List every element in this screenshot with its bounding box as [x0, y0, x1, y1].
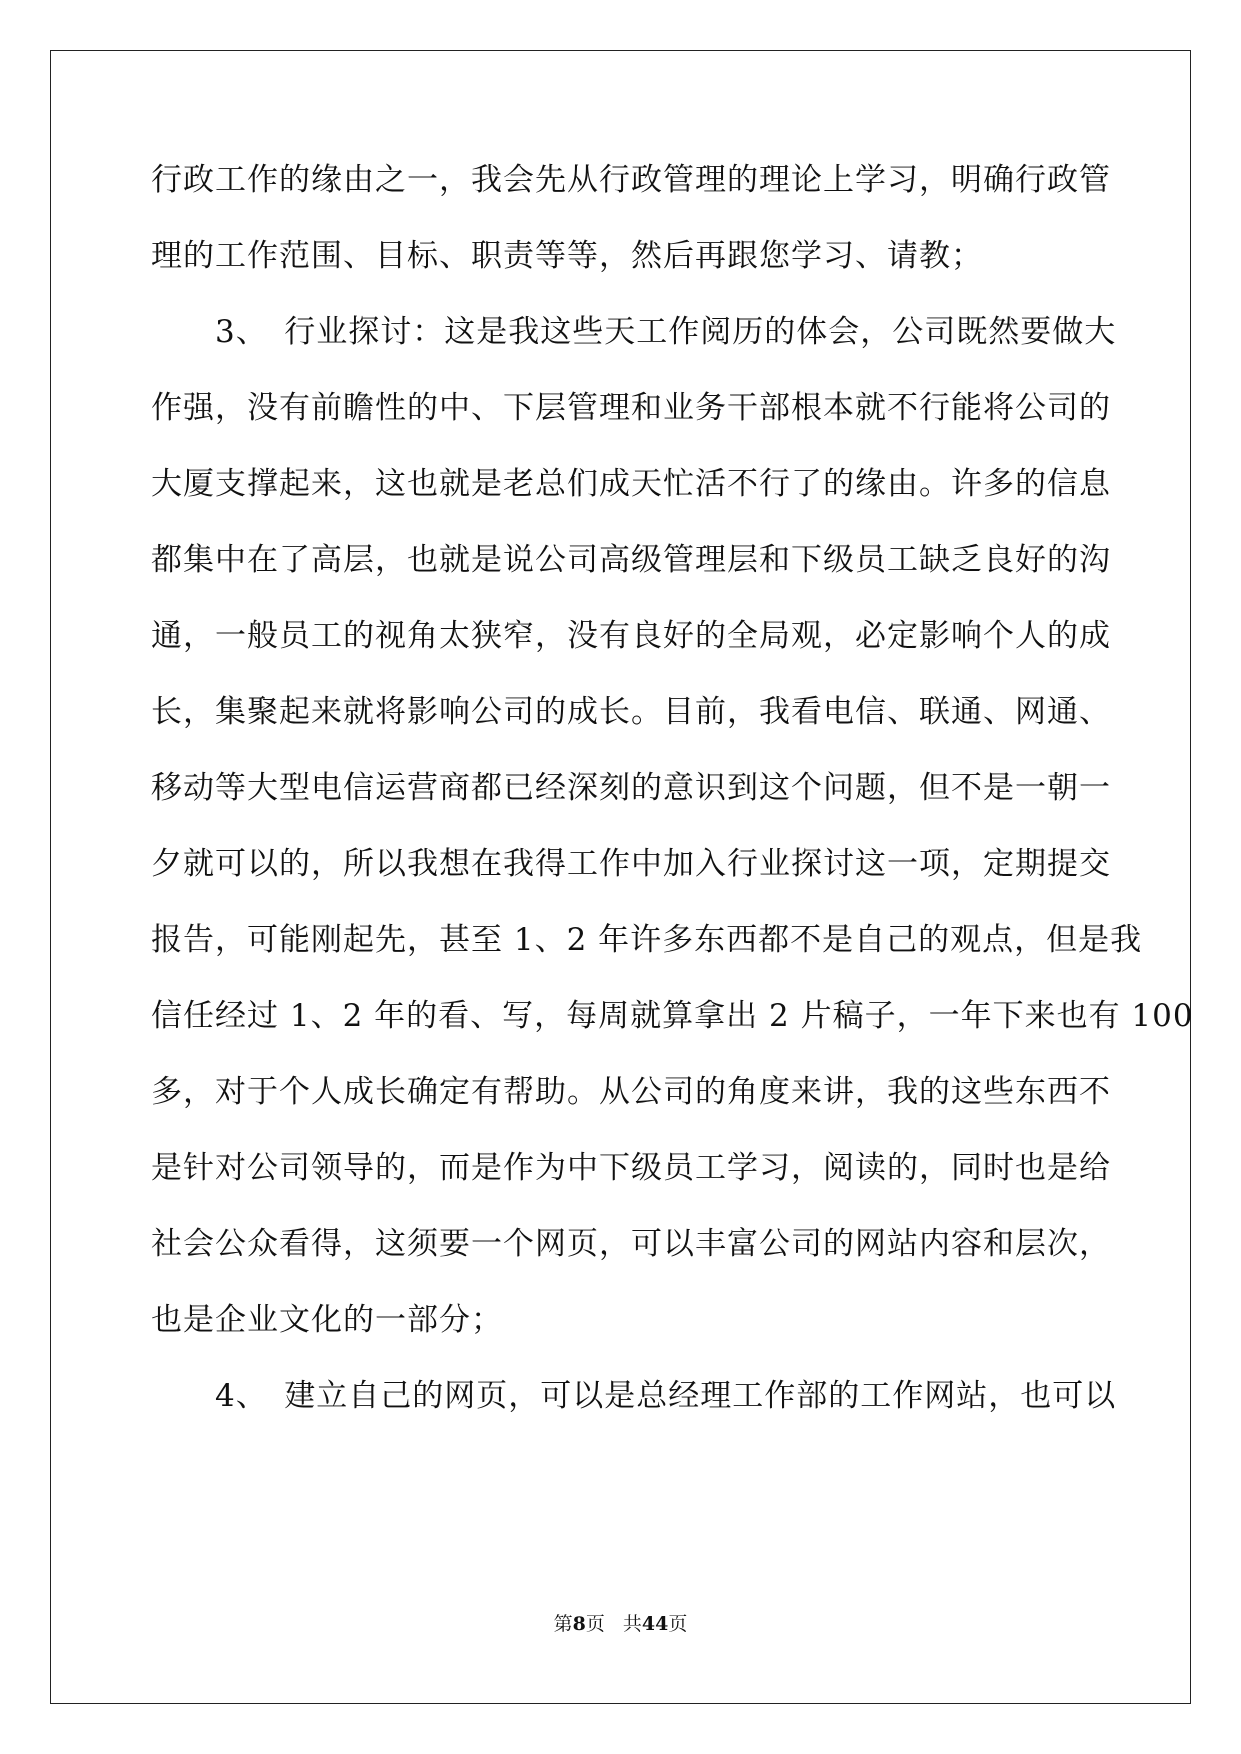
body-line-13: 多，对于个人成长确定有帮助。从公司的角度来讲，我的这些东西不: [151, 1074, 1111, 1110]
page-suffix: 页: [585, 1613, 605, 1635]
total-prefix: 共: [622, 1613, 642, 1635]
body-line-6: 都集中在了高层，也就是说公司高级管理层和下级员工缺乏良好的沟: [151, 542, 1111, 578]
page-number: 8: [572, 1613, 586, 1635]
page-prefix: 第: [553, 1613, 573, 1635]
body-line-3: 3、 行业探讨：这是我这些天工作阅历的体会，公司既然要做大: [151, 314, 1117, 350]
body-line-9: 移动等大型电信运营商都已经深刻的意识到这个问题，但不是一朝一: [151, 770, 1111, 806]
total-pages: 44: [641, 1613, 669, 1635]
body-line-10: 夕就可以的，所以我想在我得工作中加入行业探讨这一项，定期提交: [151, 846, 1111, 882]
body-line-2: 理的工作范围、目标、职责等等，然后再跟您学习、请教；: [151, 238, 983, 274]
page-footer: [0, 1612, 1241, 1636]
body-line-4: 作强，没有前瞻性的中、下层管理和业务干部根本就不行能将公司的: [151, 390, 1111, 426]
body-line-1: 行政工作的缘由之一，我会先从行政管理的理论上学习，明确行政管: [151, 162, 1111, 198]
body-line-16: 也是企业文化的一部分；: [151, 1302, 503, 1338]
body-line-12: 信任经过 1、2 年的看、写，每周就算拿出 2 片稿子，一年下来也有 100: [151, 998, 1194, 1034]
body-line-7: 通，一般员工的视角太狭窄，没有良好的全局观，必定影响个人的成: [151, 618, 1111, 654]
body-line-8: 长，集聚起来就将影响公司的成长。目前，我看电信、联通、网通、: [151, 694, 1111, 730]
body-line-5: 大厦支撑起来，这也就是老总们成天忙活不行了的缘由。许多的信息: [151, 466, 1111, 502]
body-line-15: 社会公众看得，这须要一个网页，可以丰富公司的网站内容和层次，: [151, 1226, 1111, 1262]
total-suffix: 页: [668, 1613, 688, 1635]
body-line-11: 报告，可能刚起先，甚至 1、2 年许多东西都不是自己的观点，但是我: [151, 922, 1143, 958]
body-line-14: 是针对公司领导的，而是作为中下级员工学习，阅读的，同时也是给: [151, 1150, 1111, 1186]
body-line-17: 4、 建立自己的网页，可以是总经理工作部的工作网站，也可以: [151, 1378, 1117, 1414]
